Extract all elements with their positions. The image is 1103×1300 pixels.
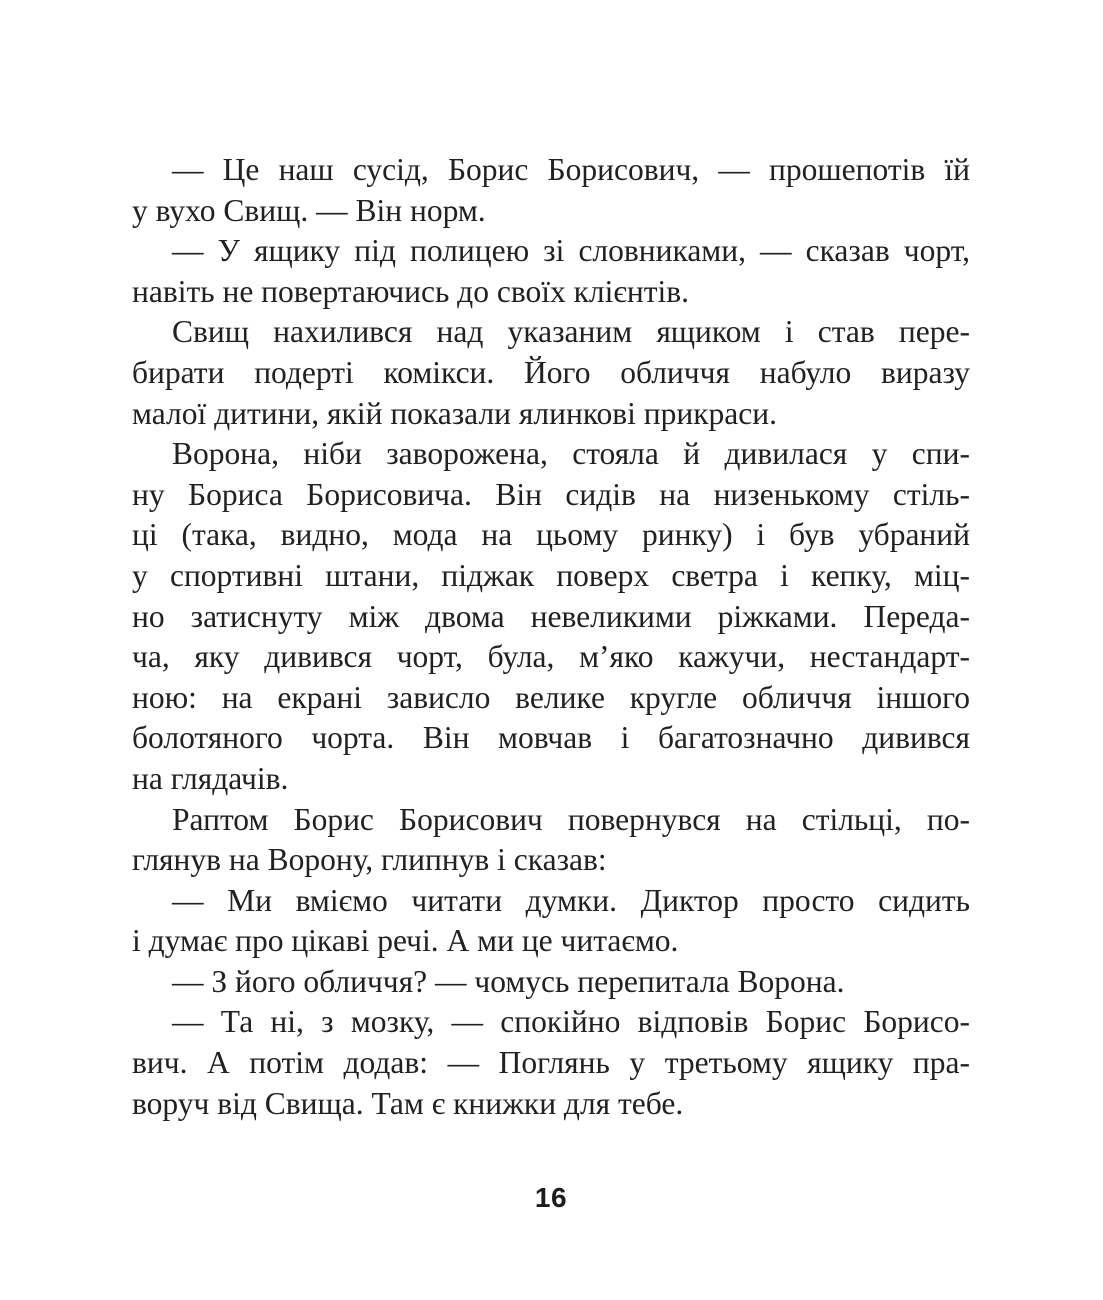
text-line: Раптом Борис Борисович повернувся на стільці, по- <box>172 801 970 837</box>
text-line: — У ящику під полицею зі словниками, — сказав чорт, <box>172 233 970 269</box>
text-line: Свищ нахилився над указаним ящиком і став пере- <box>172 314 970 350</box>
paragraph <box>132 1002 970 1124</box>
paragraph <box>132 434 970 799</box>
text-line: воруч від Свища. Там є книжки для тебе. <box>132 1085 684 1121</box>
text-line: вич. А потім додав: — Поглянь у третьому ящику пра- <box>132 1045 970 1081</box>
text-line: — З його обличчя? — чомусь перепитала Ворона. <box>172 963 845 999</box>
text-line: болотяного чорта. Він мовчав і багатозначно дивився <box>132 720 970 756</box>
paragraph <box>132 231 970 312</box>
text-line: ну Бориса Борисовича. Він сидів на низенькому стіль- <box>132 476 970 512</box>
paragraph <box>132 312 970 434</box>
page-text <box>132 150 970 1124</box>
text-line: і думає про цікаві речі. А ми це читаємо. <box>132 923 679 959</box>
paragraph <box>132 881 970 962</box>
text-line: у спортивні штани, піджак поверх светра і кепку, міц- <box>132 557 970 593</box>
text-line: глянув на Ворону, глипнув і сказав: <box>132 842 607 878</box>
paragraph <box>132 800 970 881</box>
text-line: ною: на екрані зависло велике кругле обличчя іншого <box>132 679 970 715</box>
paragraph <box>132 962 970 1003</box>
text-line: малої дитини, якій показали ялинкові прикраси. <box>132 395 777 431</box>
paragraph <box>132 150 970 231</box>
text-line: у вухо Свищ. — Він норм. <box>132 192 486 228</box>
text-line: Ворона, ніби заворожена, стояла й дивилася у спи- <box>172 436 970 472</box>
text-line: бирати подерті комікси. Його обличчя набуло виразу <box>132 354 970 390</box>
text-line: навіть не повертаючись до своїх клієнтів. <box>132 273 690 309</box>
page-number: 16 <box>534 1182 568 1213</box>
text-line: ці (така, видно, мода на цьому ринку) і був убраний <box>132 517 970 553</box>
text-line: ча, яку дивився чорт, була, м’яко кажучи, нестандарт- <box>132 639 970 675</box>
text-line: но затиснуту між двома невеликими ріжками. Переда- <box>132 598 970 634</box>
text-line: — Та ні, з мозку, — спокійно відповів Борис Борисо- <box>172 1004 970 1040</box>
text-line: на глядачів. <box>132 760 289 796</box>
text-line: — Це наш сусід, Борис Борисович, — прошепотів їй <box>172 152 970 187</box>
text-line: — Ми вміємо читати думки. Диктор просто сидить <box>172 882 970 918</box>
